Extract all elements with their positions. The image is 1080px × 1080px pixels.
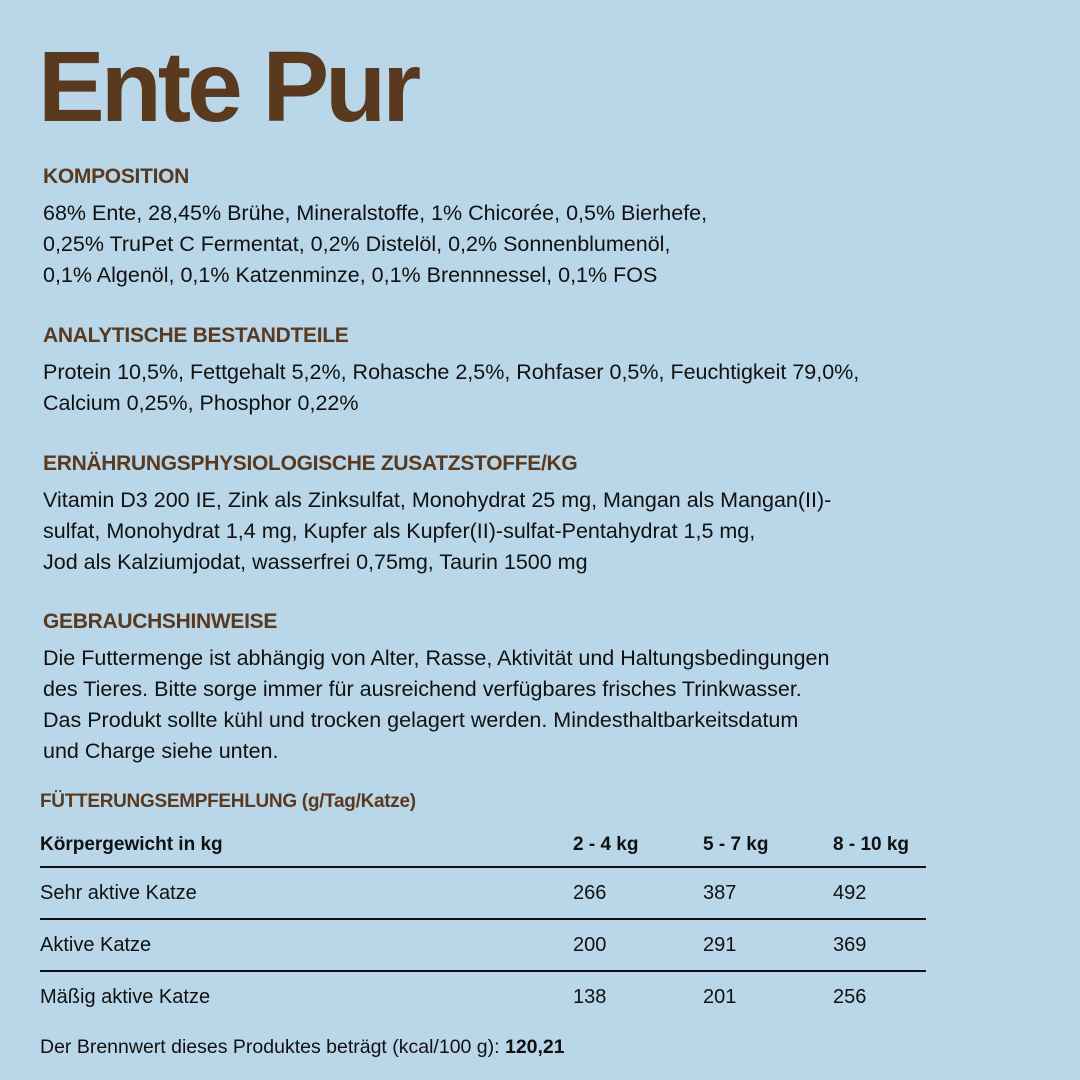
usage-heading: GEBRAUCHSHINWEISE (43, 610, 278, 633)
table-row (40, 971, 926, 1022)
column-header-body-weight: Körpergewicht in kg (40, 824, 573, 867)
table-cell: 369 (833, 919, 926, 971)
composition-text (43, 198, 1053, 291)
additives-line: sulfat, Monohydrat 1,4 mg, Kupfer als Kupfer(II)-sulfat-Pentahydrat 1,5 mg, (43, 519, 756, 543)
table-cell: 200 (573, 919, 703, 971)
feeding-table-header-row (40, 824, 926, 867)
column-header-5-7kg: 5 - 7 kg (703, 824, 833, 867)
table-cell: 291 (703, 919, 833, 971)
energy-value: 120,21 (504, 1036, 565, 1058)
table-cell: 138 (573, 985, 607, 1008)
usage-line: des Tieres. Bitte sorge immer für ausreichend verfügbares frisches Trinkwasser. (43, 677, 802, 701)
column-header-8-10kg: 8 - 10 kg (833, 824, 926, 867)
feeding-table (40, 824, 926, 1022)
energy-value-line (40, 1032, 565, 1062)
table-row (40, 919, 926, 971)
table-cell: 492 (833, 867, 926, 919)
composition-line: 0,1% Algenöl, 0,1% Katzenminze, 0,1% Brennnessel, 0,1% FOS (43, 263, 658, 287)
additives-line: Vitamin D3 200 IE, Zink als Zinksulfat, Monohydrat 25 mg, Mangan als Mangan(II)- (43, 488, 832, 512)
usage-section (43, 609, 1053, 767)
feeding-section (40, 790, 930, 1022)
additives-heading: ERNÄHRUNGSPHYSIOLOGISCHE ZUSATZSTOFFE/KG (43, 452, 578, 475)
table-row (40, 867, 926, 919)
analytical-text (43, 357, 1053, 419)
analytical-section (43, 323, 1053, 419)
table-cell: 256 (833, 985, 867, 1008)
composition-section (43, 164, 1053, 291)
row-label: Aktive Katze (40, 919, 573, 971)
analytical-line: Calcium 0,25%, Phosphor 0,22% (43, 391, 359, 415)
row-label: Mäßig aktive Katze (40, 985, 211, 1008)
table-cell: 387 (703, 867, 833, 919)
additives-section (43, 451, 1053, 578)
feeding-heading: FÜTTERUNGSEMPFEHLUNG (g/Tag/Katze) (40, 791, 416, 812)
energy-label: Der Brennwert dieses Produktes beträgt (kcal/100 g): (40, 1036, 505, 1058)
product-title: Ente Pur (38, 31, 418, 143)
composition-heading: KOMPOSITION (43, 165, 190, 188)
usage-line: Das Produkt sollte kühl und trocken gelagert werden. Mindesthaltbarkeitsdatum (43, 708, 799, 732)
column-header-2-4kg: 2 - 4 kg (573, 824, 703, 867)
composition-line: 0,25% TruPet C Fermentat, 0,2% Distelöl, 0,2% Sonnenblumenöl, (43, 232, 671, 256)
additives-line: Jod als Kalziumjodat, wasserfrei 0,75mg, Taurin 1500 mg (43, 550, 588, 574)
usage-text (43, 643, 1053, 767)
table-cell: 266 (573, 867, 703, 919)
usage-line: Die Futtermenge ist abhängig von Alter, Rasse, Aktivität und Haltungsbedingungen (43, 646, 830, 670)
usage-line: und Charge siehe unten. (43, 739, 279, 763)
row-label: Sehr aktive Katze (40, 867, 573, 919)
analytical-line: Protein 10,5%, Fettgehalt 5,2%, Rohasche 2,5%, Rohfaser 0,5%, Feuchtigkeit 79,0%, (43, 360, 860, 384)
additives-text (43, 485, 1053, 578)
analytical-heading: ANALYTISCHE BESTANDTEILE (43, 324, 349, 347)
composition-line: 68% Ente, 28,45% Brühe, Mineralstoffe, 1% Chicorée, 0,5% Bierhefe, (43, 201, 708, 225)
table-cell: 201 (703, 985, 737, 1008)
